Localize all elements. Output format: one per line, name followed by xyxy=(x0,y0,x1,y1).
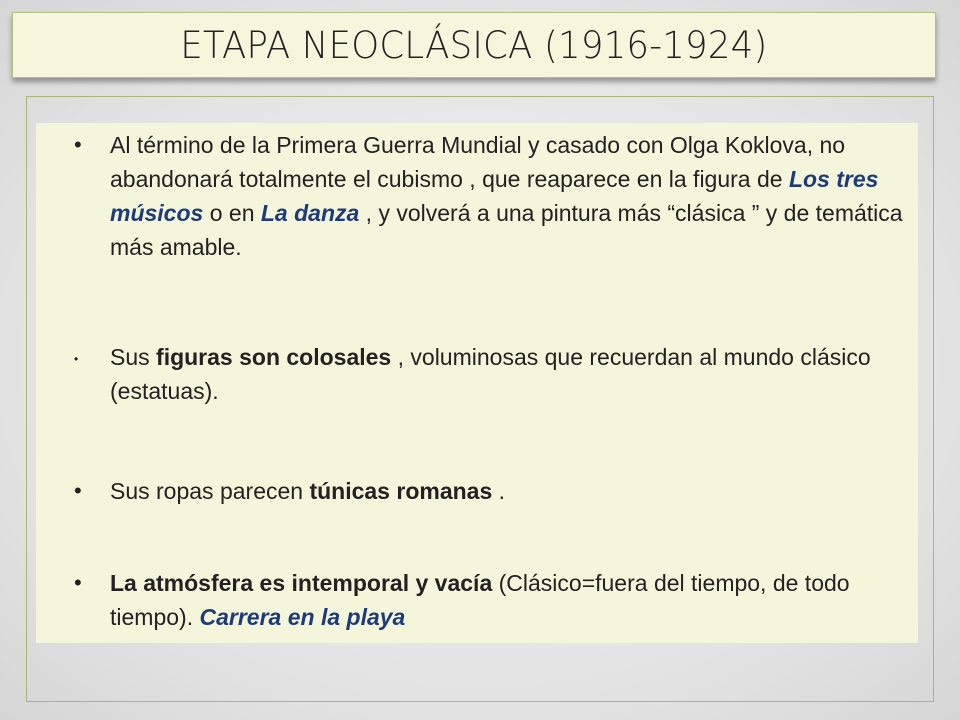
bullet-marker: • xyxy=(74,570,82,595)
text-run: , y volverá a una pintura más “clásica ” y de temática más amable. xyxy=(110,200,903,260)
bullet-marker: • xyxy=(74,132,82,157)
text-run: Sus ropas parecen xyxy=(110,478,310,504)
bullet-marker: • xyxy=(74,352,79,366)
bullet-1 xyxy=(74,128,934,264)
content-panel xyxy=(36,123,918,643)
text-run: Sus xyxy=(110,344,157,370)
title-box xyxy=(12,12,936,78)
artwork-title: Carrera en la playa xyxy=(199,604,406,630)
text-run: (Clásico=fuera del tiempo, de todo tiempo). xyxy=(110,570,850,630)
artwork-title: La danza xyxy=(260,200,360,226)
bullet-4 xyxy=(74,566,934,634)
bullet-text xyxy=(74,340,934,408)
text-run: Al término de la Primera Guerra Mundial y casado con Olga Koklova, no abandonará totalmente el cubismo , que reaparece en la figura de xyxy=(110,132,846,192)
text-run: , voluminosas que recuerdan al mundo clásico (estatuas). xyxy=(110,344,871,404)
text-run: . xyxy=(492,478,506,504)
bold-phrase: La atmósfera es intemporal y vacía xyxy=(110,570,493,596)
bullet-3 xyxy=(74,474,934,508)
bullet-text xyxy=(74,566,934,634)
slide-title: ETAPA NEOCLÁSICA (1916-1924) xyxy=(180,23,768,67)
bullet-text xyxy=(74,474,934,508)
bullet-2 xyxy=(74,340,934,408)
bullet-text xyxy=(74,128,934,264)
bold-phrase: figuras son colosales xyxy=(156,344,392,370)
artwork-title: Los tres músicos xyxy=(110,166,879,226)
bold-phrase: túnicas romanas xyxy=(309,478,493,504)
text-run: o en xyxy=(203,200,261,226)
bullet-marker: • xyxy=(74,478,82,503)
